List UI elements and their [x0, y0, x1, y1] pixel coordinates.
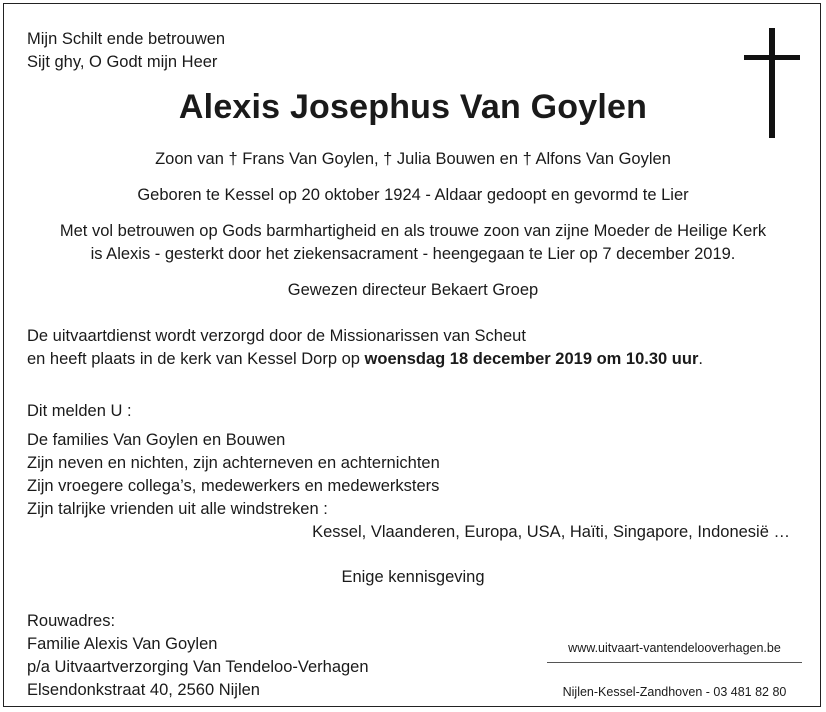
- address-line-1: Familie Alexis Van Goylen: [27, 635, 218, 653]
- birth-line: Geboren te Kessel op 20 oktober 1924 - Aldaar gedoopt en gevormd te Lier: [137, 186, 689, 204]
- friends-places: Kessel, Vlaanderen, Europa, USA, Haïti, Singapore, Indonesië …: [312, 523, 790, 541]
- announcer-4: Zijn talrijke vrienden uit alle windstreken :: [27, 500, 328, 518]
- address-line-2: p/a Uitvaartverzorging Van Tendeloo-Verhagen: [27, 658, 369, 676]
- funeral-home-contact: Nijlen-Kessel-Zandhoven - 03 481 82 80: [562, 685, 787, 699]
- address-line-3: Elsendonkstraat 40, 2560 Nijlen: [27, 681, 260, 699]
- passing-line-1: Met vol betrouwen op Gods barmhartigheid en als trouwe zoon van zijne Moeder de Heilige Kerk: [59, 222, 767, 240]
- passing-line-2: is Alexis - gesterkt door het ziekensacrament - heengegaan te Lier op 7 december 2019.: [90, 245, 736, 263]
- announce-intro: Dit melden U :: [27, 402, 132, 420]
- service-line-2-suffix: .: [698, 350, 703, 368]
- parents-line: Zoon van † Frans Van Goylen, † Julia Bouwen en † Alfons Van Goylen: [155, 150, 671, 168]
- motto-line-2: Sijt ghy, O Godt mijn Heer: [27, 53, 218, 71]
- former-role: Gewezen directeur Bekaert Groep: [287, 281, 539, 299]
- obituary-card: [3, 3, 821, 707]
- service-line-1: De uitvaartdienst wordt verzorgd door de Missionarissen van Scheut: [27, 327, 526, 345]
- announcer-2: Zijn neven en nichten, zijn achterneven en achternichten: [27, 454, 440, 472]
- address-label: Rouwadres:: [27, 612, 116, 630]
- service-line-2: [27, 348, 703, 371]
- divider: [547, 662, 802, 663]
- motto-line-1: Mijn Schilt ende betrouwen: [27, 30, 226, 48]
- announcer-1: De families Van Goylen en Bouwen: [27, 431, 286, 449]
- funeral-home-website: www.uitvaart-vantendelooverhagen.be: [568, 641, 781, 655]
- notice: Enige kennisgeving: [341, 568, 485, 586]
- service-date-time: woensdag 18 december 2019 om 10.30 uur: [364, 350, 699, 368]
- announcer-3: Zijn vroegere collega’s, medewerkers en medewerksters: [27, 477, 440, 495]
- service-line-2-prefix: en heeft plaats in de kerk van Kessel Dorp op: [27, 350, 365, 368]
- deceased-name: Alexis Josephus Van Goylen: [178, 88, 648, 126]
